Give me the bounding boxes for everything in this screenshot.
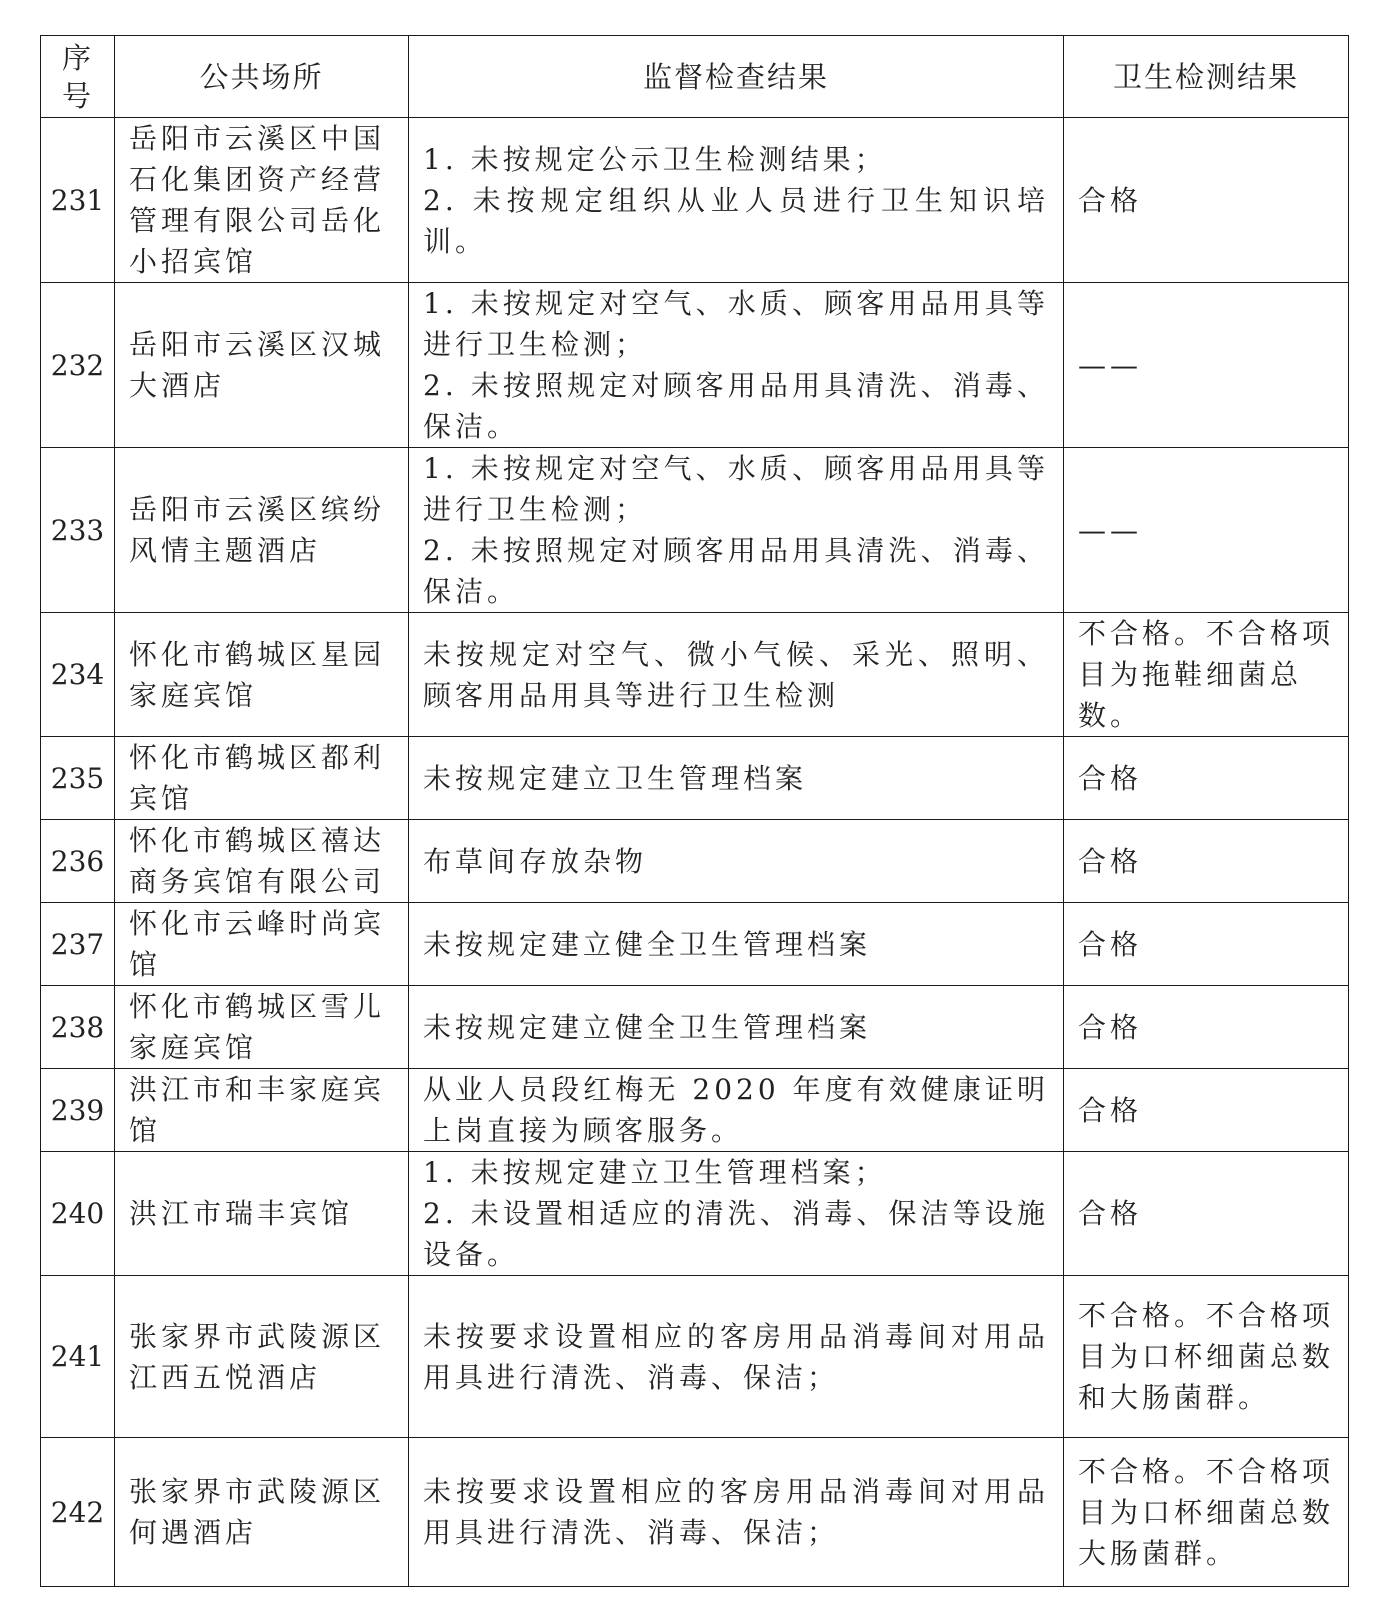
header-test-result: 卫生检测结果 xyxy=(1064,36,1349,118)
header-inspection: 监督检查结果 xyxy=(409,36,1064,118)
row-number: 240 xyxy=(41,1152,115,1276)
inspection-item: 2. 未按照规定对顾客用品用具清洗、消毒、保洁。 xyxy=(423,369,1049,443)
inspection-result xyxy=(409,820,1064,903)
inspection-item: 1. 未按规定对空气、水质、顾客用品用具等进行卫生检测； xyxy=(423,287,1049,361)
inspection-item: 未按规定对空气、微小气候、采光、照明、顾客用品用具等进行卫生检测 xyxy=(423,637,1049,712)
header-venue: 公共场所 xyxy=(115,36,409,118)
venue-name: 岳阳市云溪区汉城大酒店 xyxy=(115,283,409,448)
row-number: 236 xyxy=(41,820,115,903)
inspection-result xyxy=(409,903,1064,986)
venue-name: 岳阳市云溪区缤纷风情主题酒店 xyxy=(115,448,409,613)
inspection-item: 1. 未按规定公示卫生检测结果； xyxy=(423,142,887,176)
venue-name: 怀化市鹤城区雪儿家庭宾馆 xyxy=(115,986,409,1069)
inspection-item: 1. 未按规定建立卫生管理档案； xyxy=(423,1156,887,1189)
inspection-result xyxy=(409,1069,1064,1152)
table-row xyxy=(41,1069,1349,1152)
table-row xyxy=(41,1438,1349,1587)
row-number: 232 xyxy=(41,283,115,448)
inspection-result xyxy=(409,613,1064,737)
venue-name: 怀化市鹤城区禧达商务宾馆有限公司 xyxy=(115,820,409,903)
venue-name: 张家界市武陵源区江西五悦酒店 xyxy=(115,1276,409,1438)
row-number: 242 xyxy=(41,1438,115,1587)
row-number: 234 xyxy=(41,613,115,737)
inspection-item: 未按规定建立健全卫生管理档案 xyxy=(423,1010,872,1044)
venue-name: 岳阳市云溪区中国石化集团资产经营管理有限公司岳化小招宾馆 xyxy=(115,118,409,283)
test-result: —— xyxy=(1064,283,1349,448)
row-number: 233 xyxy=(41,448,115,613)
table-row xyxy=(41,737,1349,820)
row-number: 231 xyxy=(41,118,115,283)
inspection-item: 2. 未按照规定对顾客用品用具清洗、消毒、保洁。 xyxy=(423,534,1049,608)
venue-name: 怀化市鹤城区都利宾馆 xyxy=(115,737,409,820)
header-number: 序号 xyxy=(41,36,115,118)
inspection-result xyxy=(409,1276,1064,1438)
inspection-item: 未按要求设置相应的客房用品消毒间对用品用具进行清洗、消毒、保洁； xyxy=(423,1475,1049,1549)
inspection-result xyxy=(409,986,1064,1069)
test-result: 合格 xyxy=(1064,820,1349,903)
inspection-result xyxy=(409,118,1064,283)
table-row xyxy=(41,118,1349,283)
table-row xyxy=(41,613,1349,737)
test-result: —— xyxy=(1064,448,1349,613)
inspection-result xyxy=(409,1152,1064,1276)
venue-name: 怀化市云峰时尚宾馆 xyxy=(115,903,409,986)
test-result: 合格 xyxy=(1064,1152,1349,1276)
test-result: 不合格。不合格项目为拖鞋细菌总数。 xyxy=(1064,613,1349,737)
venue-name: 洪江市瑞丰宾馆 xyxy=(115,1152,409,1276)
inspection-item: 2. 未设置相适应的清洗、消毒、保洁等设施设备。 xyxy=(423,1197,1049,1271)
test-result: 合格 xyxy=(1064,1069,1349,1152)
header-row xyxy=(41,36,1349,118)
inspection-item: 2. 未按规定组织从业人员进行卫生知识培训。 xyxy=(423,183,1049,258)
inspection-item: 未按要求设置相应的客房用品消毒间对用品用具进行清洗、消毒、保洁； xyxy=(423,1319,1049,1394)
row-number: 235 xyxy=(41,737,115,820)
test-result: 合格 xyxy=(1064,118,1349,283)
row-number: 238 xyxy=(41,986,115,1069)
row-number: 241 xyxy=(41,1276,115,1438)
test-result: 合格 xyxy=(1064,986,1349,1069)
inspection-item: 从业人员段红梅无 2020 年度有效健康证明上岗直接为顾客服务。 xyxy=(423,1073,1049,1147)
table-row xyxy=(41,283,1349,448)
table-row xyxy=(41,448,1349,613)
inspection-item: 未按规定建立健全卫生管理档案 xyxy=(423,927,872,961)
table-row xyxy=(41,986,1349,1069)
inspection-results-table xyxy=(40,35,1349,1587)
inspection-result xyxy=(409,448,1064,613)
inspection-item: 1. 未按规定对空气、水质、顾客用品用具等进行卫生检测； xyxy=(423,452,1049,526)
test-result: 不合格。不合格项目为口杯细菌总数大肠菌群。 xyxy=(1064,1438,1349,1587)
table-row xyxy=(41,1152,1349,1276)
inspection-item: 未按规定建立卫生管理档案 xyxy=(423,761,808,795)
test-result: 不合格。不合格项目为口杯细菌总数和大肠菌群。 xyxy=(1064,1276,1349,1438)
inspection-result xyxy=(409,283,1064,448)
row-number: 239 xyxy=(41,1069,115,1152)
venue-name: 怀化市鹤城区星园家庭宾馆 xyxy=(115,613,409,737)
row-number: 237 xyxy=(41,903,115,986)
table-row xyxy=(41,820,1349,903)
inspection-item: 布草间存放杂物 xyxy=(423,844,648,878)
table-body xyxy=(41,118,1349,1587)
venue-name: 张家界市武陵源区何遇酒店 xyxy=(115,1438,409,1587)
table-row xyxy=(41,903,1349,986)
test-result: 合格 xyxy=(1064,903,1349,986)
inspection-result xyxy=(409,737,1064,820)
inspection-result xyxy=(409,1438,1064,1587)
table-row xyxy=(41,1276,1349,1438)
venue-name: 洪江市和丰家庭宾馆 xyxy=(115,1069,409,1152)
test-result: 合格 xyxy=(1064,737,1349,820)
